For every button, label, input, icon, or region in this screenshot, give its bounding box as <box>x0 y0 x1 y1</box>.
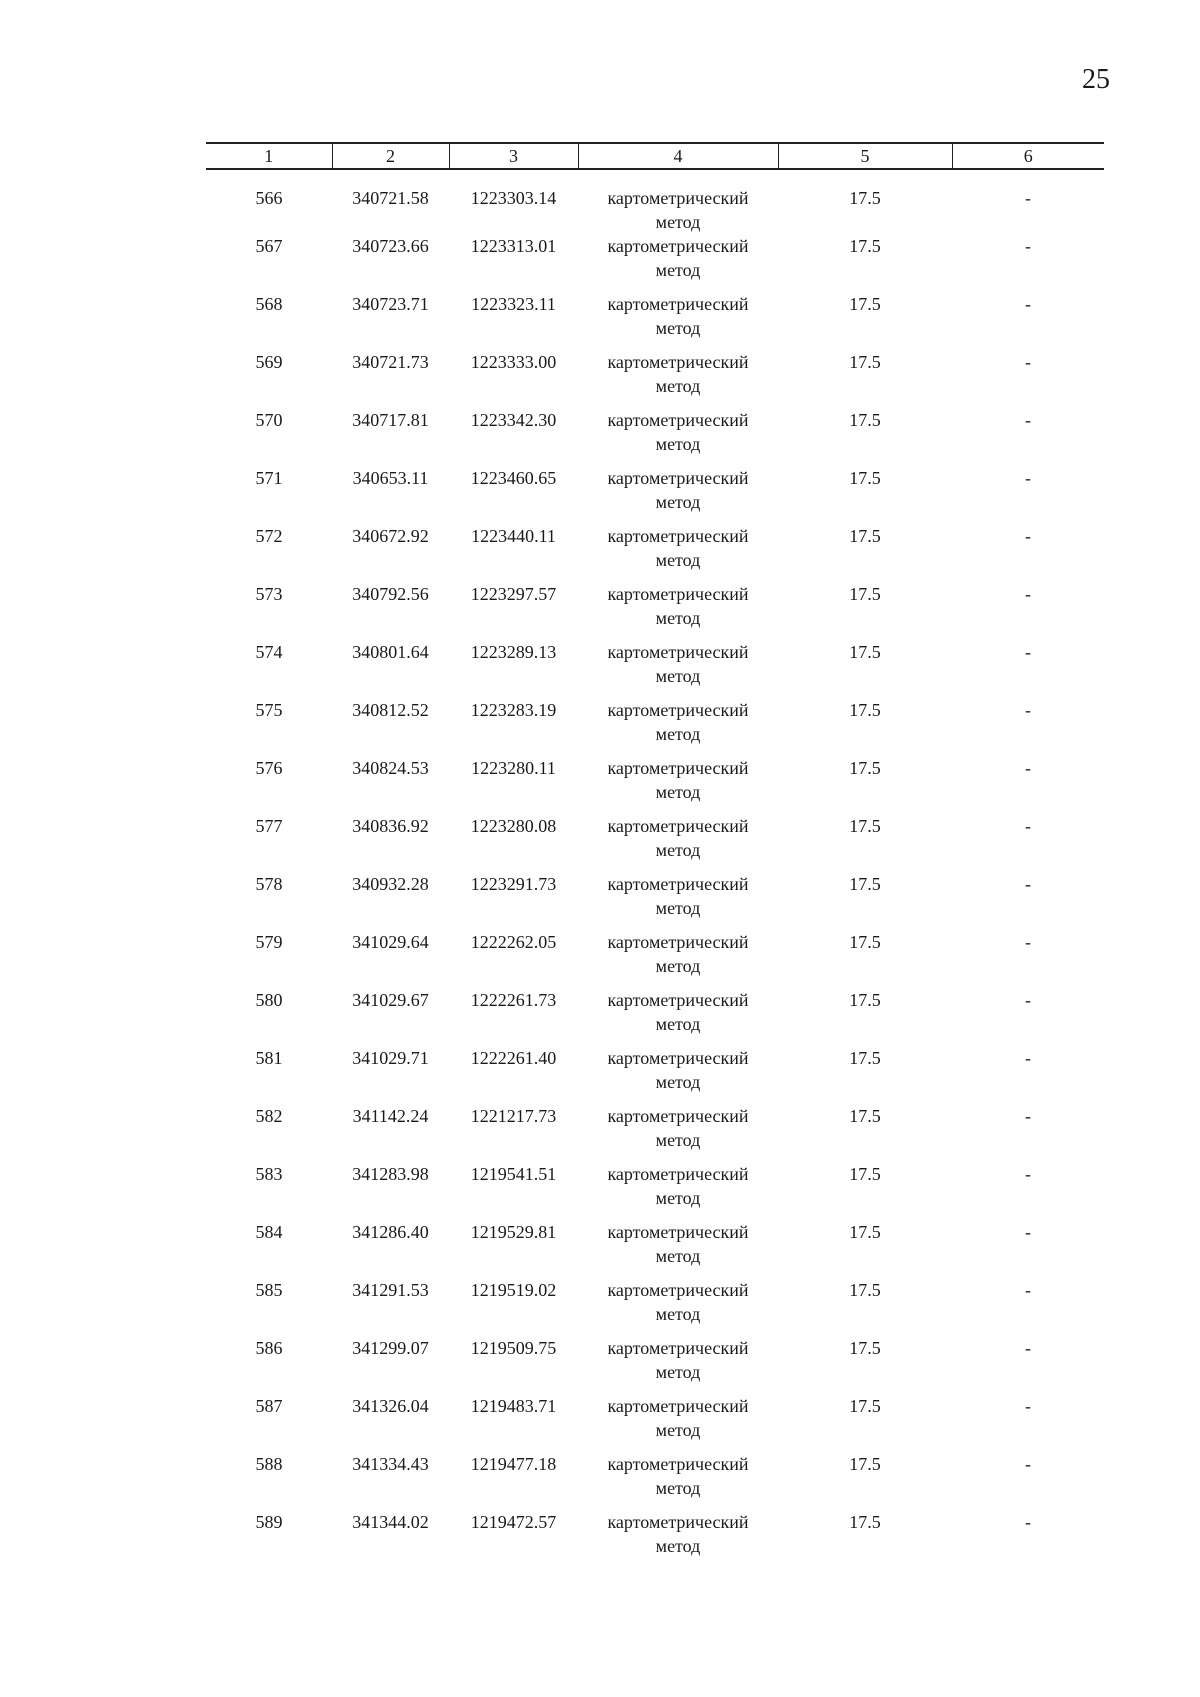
description-cell: - <box>1025 352 1031 372</box>
method-line-2: метод <box>655 666 701 686</box>
method-line-2: метод <box>655 782 701 802</box>
x-coordinate-cell: 341344.02 <box>352 1512 429 1532</box>
description-cell: - <box>1025 468 1031 488</box>
method-cell <box>578 930 778 988</box>
x-coordinate-cell: 341283.98 <box>352 1164 429 1184</box>
x-coordinate-cell: 341029.71 <box>352 1048 429 1068</box>
accuracy-cell: 17.5 <box>849 1280 881 1300</box>
method-cell <box>578 1162 778 1220</box>
x-coordinate-cell: 341291.53 <box>352 1280 429 1300</box>
table-row <box>206 1046 1104 1104</box>
table-body <box>206 169 1104 1568</box>
x-coordinate-cell: 341326.04 <box>352 1396 429 1416</box>
method-cell <box>578 1394 778 1452</box>
method-cell <box>578 582 778 640</box>
table-row <box>206 169 1104 234</box>
table-row <box>206 234 1104 292</box>
description-cell: - <box>1025 1454 1031 1474</box>
method-line-1: картометрический <box>607 1222 749 1242</box>
accuracy-cell: 17.5 <box>849 1338 881 1358</box>
point-number-cell: 569 <box>255 352 283 372</box>
x-coordinate-cell: 340812.52 <box>352 700 429 720</box>
y-coordinate-cell: 1223297.57 <box>470 584 557 604</box>
point-number-cell: 582 <box>255 1106 283 1126</box>
method-line-2: метод <box>655 1478 701 1498</box>
method-line-2: метод <box>655 1420 701 1440</box>
x-coordinate-cell: 340792.56 <box>352 584 429 604</box>
page-number: 25 <box>1082 64 1110 95</box>
method-line-1: картометрический <box>607 526 749 546</box>
method-line-2: метод <box>655 956 701 976</box>
y-coordinate-cell: 1219509.75 <box>470 1338 557 1358</box>
point-number-cell: 585 <box>255 1280 283 1300</box>
description-cell: - <box>1025 188 1031 208</box>
accuracy-cell: 17.5 <box>849 584 881 604</box>
coordinates-table <box>206 142 1104 1568</box>
header-row <box>206 143 1104 169</box>
method-line-2: метод <box>655 260 701 280</box>
method-line-2: метод <box>655 1246 701 1266</box>
point-number-cell: 566 <box>255 188 283 208</box>
method-line-1: картометрический <box>607 932 749 952</box>
accuracy-cell: 17.5 <box>849 1512 881 1532</box>
accuracy-cell: 17.5 <box>849 188 881 208</box>
x-coordinate-cell: 340723.71 <box>352 294 429 314</box>
description-cell: - <box>1025 990 1031 1010</box>
description-cell: - <box>1025 1222 1031 1242</box>
x-coordinate-cell: 340723.66 <box>352 236 429 256</box>
method-line-1: картометрический <box>607 188 749 208</box>
table-row <box>206 1104 1104 1162</box>
accuracy-cell: 17.5 <box>849 1164 881 1184</box>
description-cell: - <box>1025 294 1031 314</box>
point-number-cell: 575 <box>255 700 283 720</box>
method-line-1: картометрический <box>607 236 749 256</box>
accuracy-cell: 17.5 <box>849 294 881 314</box>
table-row <box>206 872 1104 930</box>
method-text <box>578 1046 778 1094</box>
method-text <box>578 1104 778 1152</box>
x-coordinate-cell: 340932.28 <box>352 874 429 894</box>
accuracy-cell: 17.5 <box>849 526 881 546</box>
accuracy-cell: 17.5 <box>849 642 881 662</box>
table-row <box>206 930 1104 988</box>
method-text <box>578 524 778 572</box>
method-cell <box>578 872 778 930</box>
method-cell <box>578 292 778 350</box>
method-line-2: метод <box>655 212 701 232</box>
description-cell: - <box>1025 1396 1031 1416</box>
point-number-cell: 579 <box>255 932 283 952</box>
y-coordinate-cell: 1219529.81 <box>470 1222 557 1242</box>
method-cell <box>578 1046 778 1104</box>
method-line-1: картометрический <box>607 642 749 662</box>
point-number-cell: 586 <box>255 1338 283 1358</box>
point-number-cell: 572 <box>255 526 283 546</box>
point-number-cell: 588 <box>255 1454 283 1474</box>
method-text <box>578 234 778 282</box>
y-coordinate-cell: 1223323.11 <box>471 294 556 314</box>
accuracy-cell: 17.5 <box>849 1454 881 1474</box>
method-cell <box>578 408 778 466</box>
x-coordinate-cell: 340653.11 <box>352 468 429 488</box>
description-cell: - <box>1025 816 1031 836</box>
y-coordinate-cell: 1222261.73 <box>470 990 557 1010</box>
method-line-2: метод <box>655 550 701 570</box>
y-coordinate-cell: 1223289.13 <box>470 642 557 662</box>
method-cell <box>578 1220 778 1278</box>
y-coordinate-cell: 1223342.30 <box>470 410 557 430</box>
accuracy-cell: 17.5 <box>849 468 881 488</box>
header-cell-6: 6 <box>952 143 1104 169</box>
method-cell <box>578 524 778 582</box>
method-cell <box>578 1510 778 1568</box>
point-number-cell: 587 <box>255 1396 283 1416</box>
method-text <box>578 1336 778 1384</box>
method-line-1: картометрический <box>607 1048 749 1068</box>
x-coordinate-cell: 340824.53 <box>352 758 429 778</box>
x-coordinate-cell: 341286.40 <box>352 1222 429 1242</box>
accuracy-cell: 17.5 <box>849 1222 881 1242</box>
method-line-2: метод <box>655 318 701 338</box>
y-coordinate-cell: 1223440.11 <box>471 526 556 546</box>
point-number-cell: 571 <box>255 468 283 488</box>
method-text <box>578 756 778 804</box>
x-coordinate-cell: 341334.43 <box>352 1454 429 1474</box>
method-line-2: метод <box>655 1304 701 1324</box>
point-number-cell: 576 <box>255 758 283 778</box>
description-cell: - <box>1025 1164 1031 1184</box>
header-cell-5: 5 <box>778 143 952 169</box>
method-cell <box>578 466 778 524</box>
table-row <box>206 1394 1104 1452</box>
method-cell <box>578 640 778 698</box>
x-coordinate-cell: 341299.07 <box>352 1338 429 1358</box>
accuracy-cell: 17.5 <box>849 1106 881 1126</box>
method-line-1: картометрический <box>607 758 749 778</box>
method-text <box>578 292 778 340</box>
point-number-cell: 573 <box>255 584 283 604</box>
point-number-cell: 584 <box>255 1222 283 1242</box>
method-line-1: картометрический <box>607 1106 749 1126</box>
method-cell <box>578 1336 778 1394</box>
table-row <box>206 524 1104 582</box>
table-row <box>206 466 1104 524</box>
method-text <box>578 930 778 978</box>
point-number-cell: 574 <box>255 642 283 662</box>
accuracy-cell: 17.5 <box>849 1396 881 1416</box>
method-line-2: метод <box>655 1362 701 1382</box>
accuracy-cell: 17.5 <box>849 758 881 778</box>
method-text <box>578 814 778 862</box>
method-line-1: картометрический <box>607 1280 749 1300</box>
y-coordinate-cell: 1223283.19 <box>470 700 557 720</box>
header-cell-1: 1 <box>206 143 332 169</box>
x-coordinate-cell: 340801.64 <box>352 642 429 662</box>
method-line-2: метод <box>655 434 701 454</box>
accuracy-cell: 17.5 <box>849 410 881 430</box>
point-number-cell: 581 <box>255 1048 283 1068</box>
x-coordinate-cell: 341029.64 <box>352 932 429 952</box>
method-cell <box>578 1452 778 1510</box>
table-row <box>206 1162 1104 1220</box>
method-line-1: картометрический <box>607 468 749 488</box>
method-text <box>578 582 778 630</box>
y-coordinate-cell: 1223280.08 <box>470 816 557 836</box>
table-header <box>206 143 1104 169</box>
point-number-cell: 589 <box>255 1512 283 1532</box>
method-line-1: картометрический <box>607 816 749 836</box>
method-line-1: картометрический <box>607 584 749 604</box>
method-line-1: картометрический <box>607 700 749 720</box>
x-coordinate-cell: 340836.92 <box>352 816 429 836</box>
description-cell: - <box>1025 874 1031 894</box>
point-number-cell: 578 <box>255 874 283 894</box>
y-coordinate-cell: 1221217.73 <box>470 1106 557 1126</box>
y-coordinate-cell: 1219541.51 <box>470 1164 557 1184</box>
description-cell: - <box>1025 700 1031 720</box>
accuracy-cell: 17.5 <box>849 352 881 372</box>
method-line-2: метод <box>655 1072 701 1092</box>
x-coordinate-cell: 341029.67 <box>352 990 429 1010</box>
method-cell <box>578 350 778 408</box>
x-coordinate-cell: 341142.24 <box>352 1106 429 1126</box>
accuracy-cell: 17.5 <box>849 1048 881 1068</box>
point-number-cell: 567 <box>255 236 283 256</box>
point-number-cell: 577 <box>255 816 283 836</box>
y-coordinate-cell: 1223280.11 <box>471 758 556 778</box>
method-cell <box>578 1278 778 1336</box>
table-row <box>206 1278 1104 1336</box>
method-text <box>578 186 778 234</box>
method-line-1: картометрический <box>607 410 749 430</box>
table-row <box>206 1336 1104 1394</box>
y-coordinate-cell: 1219519.02 <box>470 1280 557 1300</box>
method-line-1: картометрический <box>607 1454 749 1474</box>
method-cell <box>578 698 778 756</box>
method-cell <box>578 1104 778 1162</box>
point-number-cell: 580 <box>255 990 283 1010</box>
y-coordinate-cell: 1223333.00 <box>470 352 557 372</box>
description-cell: - <box>1025 642 1031 662</box>
header-cell-3: 3 <box>449 143 578 169</box>
y-coordinate-cell: 1219472.57 <box>470 1512 557 1532</box>
point-number-cell: 570 <box>255 410 283 430</box>
method-line-2: метод <box>655 1130 701 1150</box>
method-text <box>578 350 778 398</box>
table-row <box>206 292 1104 350</box>
method-line-1: картометрический <box>607 1164 749 1184</box>
table-row <box>206 1220 1104 1278</box>
method-line-1: картометрический <box>607 1338 749 1358</box>
method-text <box>578 1394 778 1442</box>
header-cell-2: 2 <box>332 143 449 169</box>
method-line-2: метод <box>655 608 701 628</box>
description-cell: - <box>1025 1512 1031 1532</box>
description-cell: - <box>1025 584 1031 604</box>
description-cell: - <box>1025 236 1031 256</box>
method-text <box>578 988 778 1036</box>
table-row <box>206 698 1104 756</box>
description-cell: - <box>1025 1338 1031 1358</box>
accuracy-cell: 17.5 <box>849 990 881 1010</box>
y-coordinate-cell: 1219483.71 <box>470 1396 557 1416</box>
table-row <box>206 814 1104 872</box>
method-line-1: картометрический <box>607 352 749 372</box>
method-cell <box>578 814 778 872</box>
method-line-2: метод <box>655 492 701 512</box>
method-text <box>578 698 778 746</box>
description-cell: - <box>1025 758 1031 778</box>
method-cell <box>578 234 778 292</box>
method-line-2: метод <box>655 724 701 744</box>
y-coordinate-cell: 1223291.73 <box>470 874 557 894</box>
method-line-1: картометрический <box>607 990 749 1010</box>
x-coordinate-cell: 340721.73 <box>352 352 429 372</box>
y-coordinate-cell: 1222261.40 <box>470 1048 557 1068</box>
method-line-2: метод <box>655 376 701 396</box>
table-row <box>206 582 1104 640</box>
table-row <box>206 1510 1104 1568</box>
method-text <box>578 1278 778 1326</box>
description-cell: - <box>1025 1106 1031 1126</box>
point-number-cell: 568 <box>255 294 283 314</box>
y-coordinate-cell: 1223460.65 <box>470 468 557 488</box>
x-coordinate-cell: 340717.81 <box>352 410 429 430</box>
accuracy-cell: 17.5 <box>849 236 881 256</box>
description-cell: - <box>1025 932 1031 952</box>
method-line-2: метод <box>655 1188 701 1208</box>
method-line-1: картометрический <box>607 1396 749 1416</box>
method-text <box>578 466 778 514</box>
description-cell: - <box>1025 526 1031 546</box>
method-text <box>578 872 778 920</box>
method-line-1: картометрический <box>607 874 749 894</box>
y-coordinate-cell: 1223313.01 <box>470 236 557 256</box>
description-cell: - <box>1025 410 1031 430</box>
method-cell <box>578 988 778 1046</box>
table-row <box>206 988 1104 1046</box>
method-line-2: метод <box>655 1014 701 1034</box>
accuracy-cell: 17.5 <box>849 932 881 952</box>
table-row <box>206 756 1104 814</box>
method-text <box>578 640 778 688</box>
method-line-1: картометрический <box>607 294 749 314</box>
method-text <box>578 1452 778 1500</box>
method-text <box>578 1162 778 1210</box>
table-row <box>206 350 1104 408</box>
method-text <box>578 1510 778 1558</box>
method-text <box>578 1220 778 1268</box>
header-cell-4: 4 <box>578 143 778 169</box>
method-line-1: картометрический <box>607 1512 749 1532</box>
description-cell: - <box>1025 1280 1031 1300</box>
table-row <box>206 408 1104 466</box>
method-text <box>578 408 778 456</box>
x-coordinate-cell: 340672.92 <box>352 526 429 546</box>
description-cell: - <box>1025 1048 1031 1068</box>
y-coordinate-cell: 1219477.18 <box>470 1454 557 1474</box>
table-row <box>206 1452 1104 1510</box>
method-cell <box>578 169 778 234</box>
coordinates-table-container <box>206 142 1104 1568</box>
method-line-2: метод <box>655 840 701 860</box>
method-line-2: метод <box>655 898 701 918</box>
table-row <box>206 640 1104 698</box>
accuracy-cell: 17.5 <box>849 816 881 836</box>
y-coordinate-cell: 1222262.05 <box>470 932 557 952</box>
method-line-2: метод <box>655 1536 701 1556</box>
method-cell <box>578 756 778 814</box>
y-coordinate-cell: 1223303.14 <box>470 188 557 208</box>
point-number-cell: 583 <box>255 1164 283 1184</box>
accuracy-cell: 17.5 <box>849 874 881 894</box>
accuracy-cell: 17.5 <box>849 700 881 720</box>
x-coordinate-cell: 340721.58 <box>352 188 429 208</box>
